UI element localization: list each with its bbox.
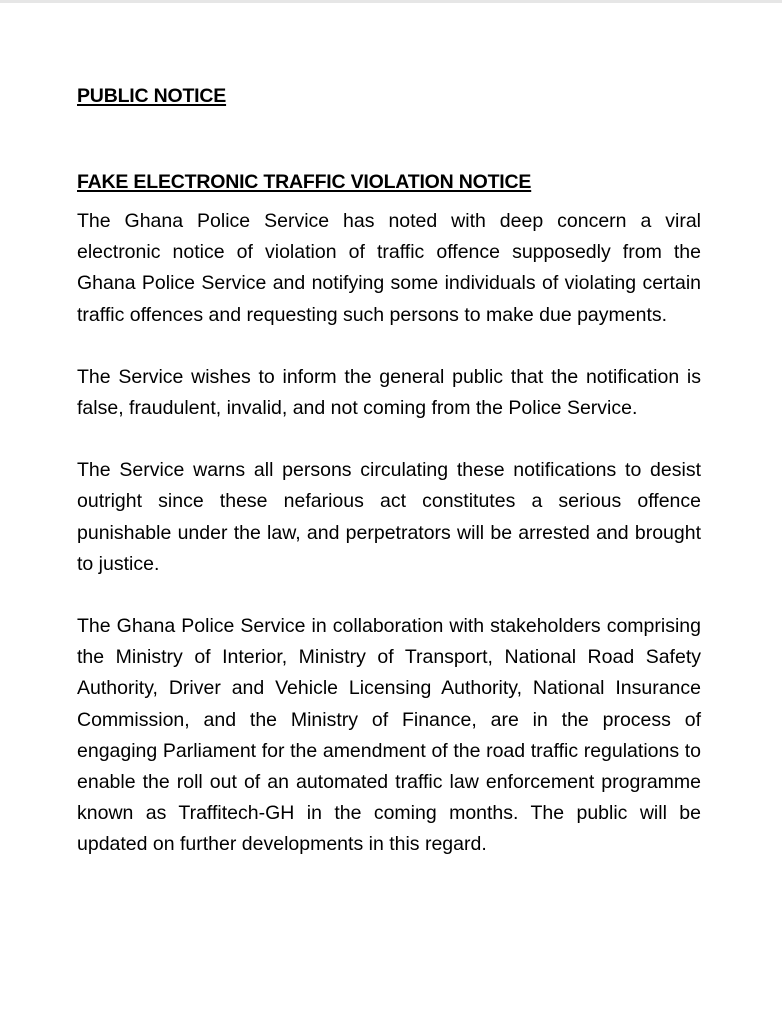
paragraph-3: The Service warns all persons circulating these notifications to desist outright since these nefarious act constitutes a serious offence punishable under the law, and perpetrators will be arrested and brought to justice. — [77, 459, 701, 575]
page-title: PUBLIC NOTICE — [77, 85, 227, 107]
paragraph-4: The Ghana Police Service in collaboration with stakeholders comprising the Ministry of Interior, Ministry of Transport, National Road Safety Authority, Driver and Vehicle Licensing Authority, National Insurance Commission, and the Ministry of Finance, are in the process of engaging Parliament for the amendment of the road traffic regulations to enable the roll out of an automated traffic law enforcement programme known as Traffitech-GH in the coming months. The public will be updated on further developments in this regard. — [77, 615, 701, 856]
notice-subtitle: FAKE ELECTRONIC TRAFFIC VIOLATION NOTICE — [77, 171, 532, 193]
top-divider — [0, 0, 782, 3]
paragraph-1: The Ghana Police Service has noted with deep concern a viral electronic notice of violation of traffic offence supposedly from the Ghana Police Service and notifying some individuals of violating certain traffic offences and requesting such persons to make due payments. — [77, 210, 701, 326]
paragraph-2: The Service wishes to inform the general public that the notification is false, fraudulent, invalid, and not coming from the Police Service. — [77, 365, 701, 420]
notice-body — [77, 82, 701, 861]
